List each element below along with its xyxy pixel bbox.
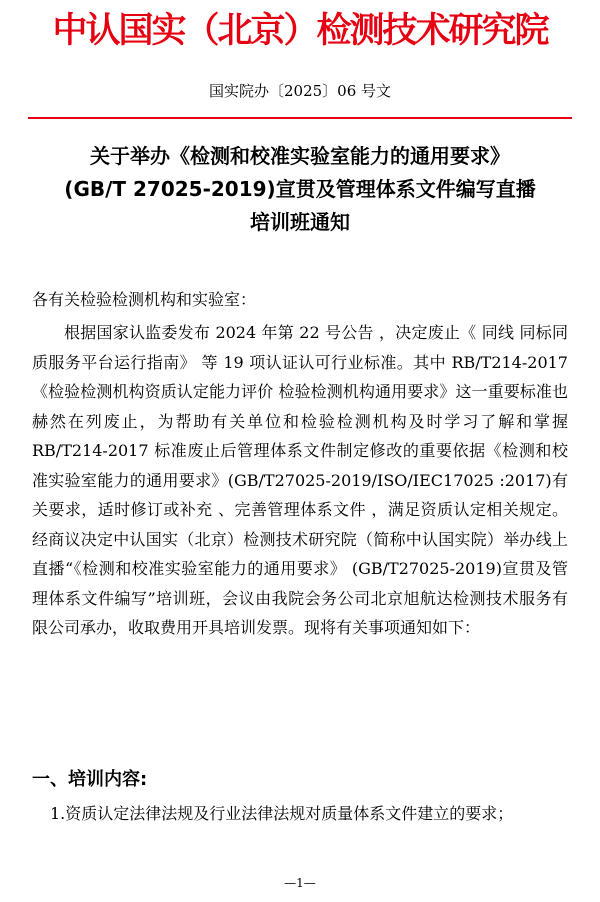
title-line-1: 关于举办《检测和校准实验室能力的通用要求》 — [90, 144, 510, 168]
title-line-3: 培训班通知 — [250, 210, 350, 234]
body-paragraph: 根据国家认监委发布 2024 年第 22 号公告 ，决定废止《 同线 同标同质服务平台运行指南》 等 19 项认证认可行业标准。其中 RB/T214-2017《检验检测机构资质认定能力评价 检验检测机构通用要求》这一重要标准也赫然在列废止，为帮助有关单位和检验检测机构及时学习了解和掌握 RB/T214-2017 标准废止后管理体系文件制定修改的重要依据《检测和校准实验室能力的通用要求》(GB/T27025-2019/ISO/IEC17025 :2017)有关要求，适时修订或补充 、完善管理体系文件 ，满足资质认定相关规定。 经商议决定中认国实（北京）检测技术研究院（简称中认国实院）举办线上直播“《检测和校准实验室能力的通用要求》 (GB/T27025-2019)宣贯及管理体系文件编写”培训班，会议由我院会务公司北京旭航达检测技术服务有限公司承办，收取费用开具培训发票。现将有关事项通知如下： — [32, 323, 568, 637]
red-divider — [28, 117, 572, 119]
masthead-title: 中认国实（北京）检测技术研究院 — [52, 11, 548, 51]
title-line-2: (GB/T 27025-2019)宣贯及管理体系文件编写直播 — [64, 177, 536, 201]
page-number: —1— — [284, 876, 316, 890]
document-number: 国实院办〔2025〕06 号文 — [208, 82, 392, 100]
salutation: 各有关检验检测机构和实验室： — [32, 290, 257, 309]
list-item: 1.资质认定法律法规及行业法律法规对质量体系文件建立的要求； — [50, 804, 514, 823]
section-heading: 一、培训内容: — [32, 769, 148, 790]
notice-title — [30, 140, 570, 239]
